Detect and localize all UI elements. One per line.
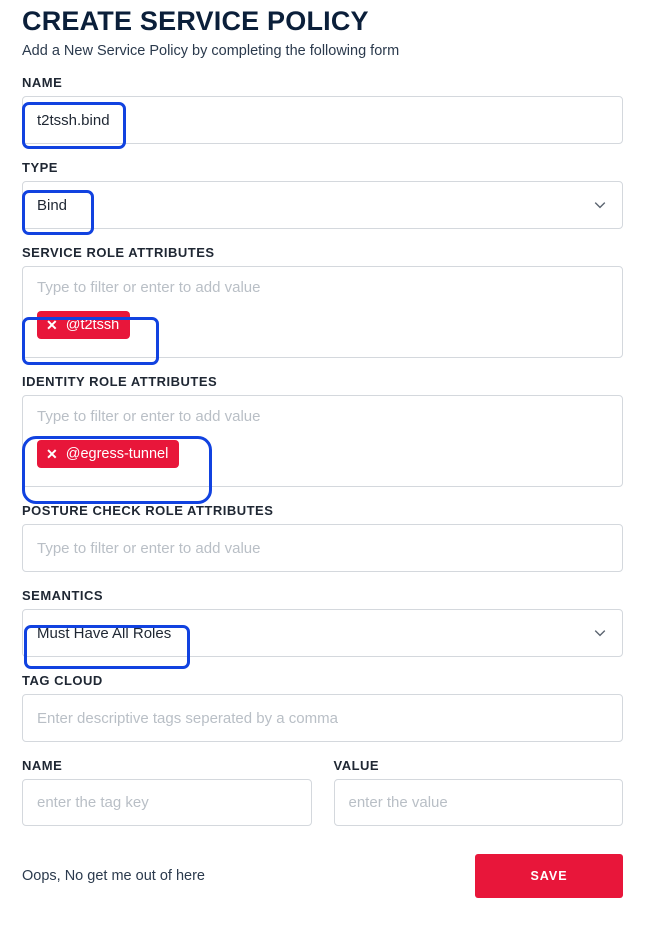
identity-role-attribute-chip[interactable] bbox=[37, 440, 179, 468]
service-role-attributes-field[interactable] bbox=[22, 266, 623, 358]
form-footer bbox=[22, 854, 623, 898]
tag-value-placeholder: enter the value bbox=[348, 794, 448, 811]
chip-label: @egress-tunnel bbox=[65, 446, 169, 462]
save-button[interactable]: SAVE bbox=[475, 854, 623, 898]
page-title: CREATE SERVICE POLICY bbox=[22, 6, 369, 36]
name-input[interactable] bbox=[22, 96, 623, 144]
semantics-select-value: Must Have All Roles bbox=[37, 624, 172, 642]
close-icon[interactable]: ✕ bbox=[46, 317, 58, 333]
tag-value-input[interactable] bbox=[334, 779, 624, 826]
close-icon[interactable]: ✕ bbox=[46, 446, 58, 462]
tag-cloud-placeholder: Enter descriptive tags seperated by a comma bbox=[37, 709, 338, 727]
posture-check-role-attributes-field[interactable] bbox=[22, 524, 623, 572]
tag-key-placeholder: enter the tag key bbox=[37, 794, 149, 811]
identity-role-attributes-field[interactable] bbox=[22, 395, 623, 487]
label-tag-cloud: TAG CLOUD bbox=[22, 673, 103, 688]
label-type: TYPE bbox=[22, 160, 58, 175]
chip-label: @t2tssh bbox=[65, 317, 120, 333]
tag-pair-row bbox=[22, 742, 623, 826]
identity-role-attributes-placeholder: Type to filter or enter to add value bbox=[37, 408, 261, 425]
page-subtitle: Add a New Service Policy by completing the following form bbox=[22, 43, 400, 59]
label-name: NAME bbox=[22, 75, 63, 90]
posture-check-placeholder: Type to filter or enter to add value bbox=[37, 539, 261, 557]
tag-key-input[interactable] bbox=[22, 779, 312, 826]
chevron-down-icon bbox=[592, 625, 608, 641]
cancel-link[interactable]: Oops, No get me out of here bbox=[22, 868, 205, 884]
create-service-policy-page bbox=[0, 6, 655, 928]
label-service-role-attributes: SERVICE ROLE ATTRIBUTES bbox=[22, 245, 215, 260]
label-posture-check-role-attributes: POSTURE CHECK ROLE ATTRIBUTES bbox=[22, 503, 274, 518]
type-select-value: Bind bbox=[37, 196, 68, 214]
name-input-value: t2tssh.bind bbox=[37, 111, 110, 129]
tag-cloud-input[interactable] bbox=[22, 694, 623, 742]
semantics-select[interactable] bbox=[22, 609, 623, 657]
type-select[interactable] bbox=[22, 181, 623, 229]
service-role-attribute-chip[interactable] bbox=[37, 311, 130, 339]
label-tag-value: VALUE bbox=[333, 758, 380, 773]
label-identity-role-attributes: IDENTITY ROLE ATTRIBUTES bbox=[22, 374, 218, 389]
label-tag-name: NAME bbox=[22, 758, 63, 773]
service-role-attributes-placeholder: Type to filter or enter to add value bbox=[37, 279, 261, 296]
chevron-down-icon bbox=[592, 197, 608, 213]
label-semantics: SEMANTICS bbox=[22, 588, 104, 603]
